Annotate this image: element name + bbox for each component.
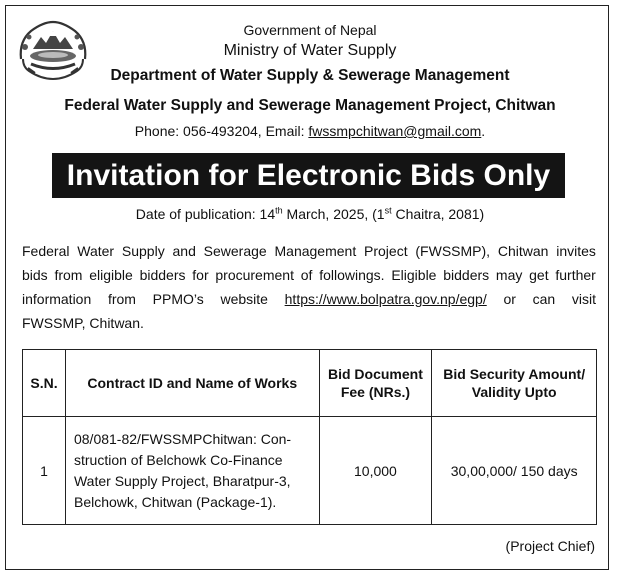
paragraph-word: from: [107, 291, 136, 307]
government-line: Government of Nepal: [243, 22, 377, 38]
paragraph-word: website: [220, 291, 268, 307]
paragraph-word: Federal: [22, 243, 70, 259]
paragraph-word: from: [54, 267, 83, 283]
table-header-row: [23, 350, 597, 417]
paragraph-word: invites: [556, 243, 596, 259]
publication-date: Date of publication: 14th March, 2025, (1st Chaitra, 2081): [135, 205, 485, 222]
paragraph-line: [22, 263, 596, 287]
table-row: [23, 417, 597, 525]
paragraph-line: [22, 287, 596, 311]
signatory: (Project Chief): [505, 538, 595, 554]
paragraph-word: bids: [22, 267, 48, 283]
paragraph-word: can: [532, 291, 556, 307]
project-line: Federal Water Supply and Sewerage Management Project, Chitwan: [64, 97, 556, 114]
paragraph-word: Sewerage: [203, 243, 267, 259]
cell-work: 08/081-82/FWSSMPChitwan: Con- struction of Belchowk Co-Finance Water Supply Project, Bharatpur-3, Belchowk, Chitwan (Package-1).: [65, 417, 319, 525]
paragraph-word: Supply: [121, 243, 165, 259]
paragraph-word: further: [555, 267, 596, 283]
paragraph-word: or: [503, 291, 516, 307]
paragraph-word: Water: [77, 243, 115, 259]
paragraph-word: Management: [274, 243, 357, 259]
paragraph-word: bidders: [139, 267, 186, 283]
email-link[interactable]: fwssmpchitwan@gmail.com: [308, 123, 482, 139]
paragraph-word: visit: [571, 291, 596, 307]
paragraph-word: followings.: [319, 267, 385, 283]
paragraph-word: bidders: [443, 267, 490, 283]
cell-fee: 10,000: [319, 417, 432, 525]
phone-text: Phone: 056-493204, Email:: [134, 123, 309, 139]
paragraph-word: information: [22, 291, 92, 307]
contact-line: [0, 123, 620, 139]
paragraph-word: may: [495, 267, 523, 283]
header-security: Bid Security Amount/ Validity Upto: [432, 350, 597, 417]
paragraph-word: of: [300, 267, 313, 283]
paragraph-word: Chitwan: [497, 243, 549, 259]
notice-title-banner: Invitation for Electronic Bids Only: [52, 153, 565, 198]
paragraph-word: and: [172, 243, 196, 259]
header-fee: Bid Document Fee (NRs.): [319, 350, 432, 417]
paragraph-word: get: [529, 267, 549, 283]
paragraph-line: FWSSMP, Chitwan.: [22, 315, 144, 331]
paragraph-word: PPMO’s: [152, 291, 204, 307]
paragraph-word: (FWSSMP),: [415, 243, 491, 259]
header-sn: S.N.: [23, 350, 66, 417]
paragraph-word: eligible: [89, 267, 133, 283]
header-contract: Contract ID and Name of Works: [65, 350, 319, 417]
cell-sn: 1: [23, 417, 66, 525]
egp-website-link[interactable]: https://www.bolpatra.gov.np/egp/: [284, 291, 487, 307]
bid-table: [22, 349, 597, 525]
paragraph-word: procurement: [215, 267, 294, 283]
email-suffix: .: [481, 123, 486, 139]
paragraph-word: Project: [364, 243, 408, 259]
paragraph-word: Eligible: [391, 267, 437, 283]
department-line: Department of Water Supply & Sewerage Management: [110, 67, 510, 84]
paragraph-line: [22, 239, 596, 263]
paragraph-word: for: [192, 267, 209, 283]
invitation-paragraph: [22, 239, 596, 335]
cell-security: 30,00,000/ 150 days: [432, 417, 597, 525]
ministry-line: Ministry of Water Supply: [223, 42, 397, 59]
